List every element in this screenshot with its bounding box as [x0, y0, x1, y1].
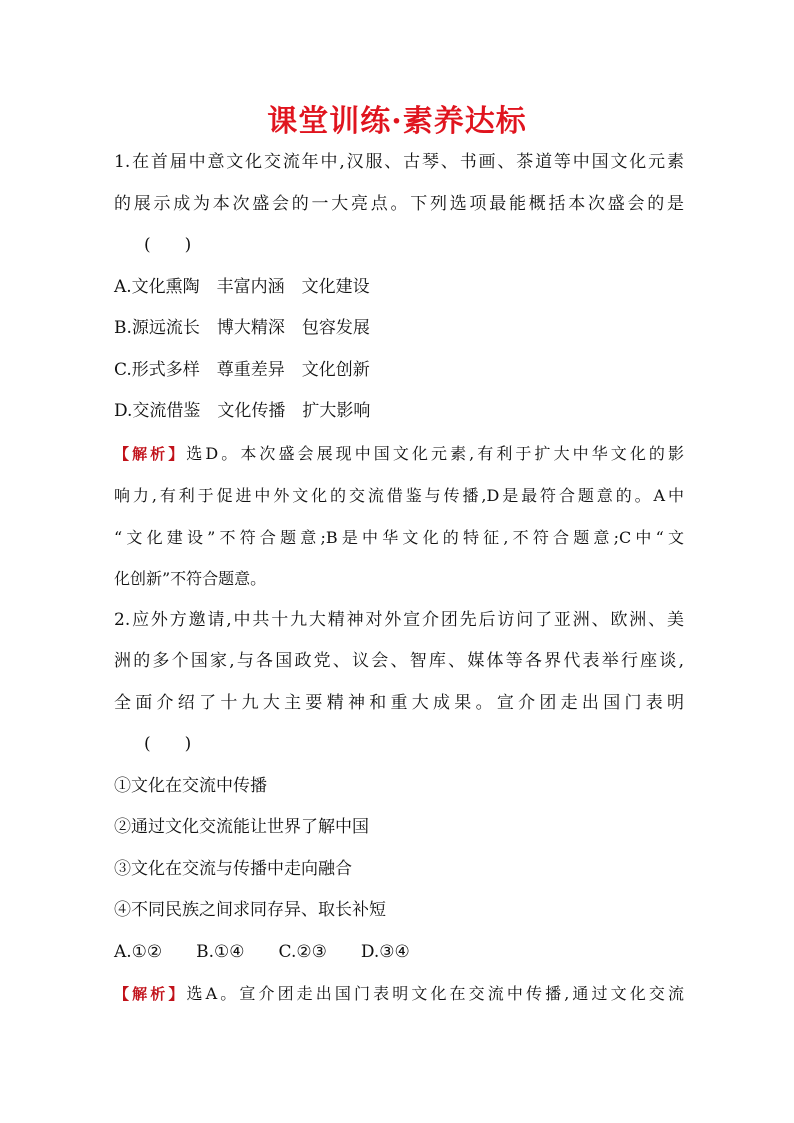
q2-statement-3: ③文化在交流与传播中走向融合	[114, 858, 352, 879]
q1-stem-line-1: 1.在首届中意文化交流年中,汉服、古琴、书画、茶道等中国文化元素	[114, 152, 684, 172]
q1-stem-line-2: 的展示成为本次盛会的一大亮点。下列选项最能概括本次盛会的是	[114, 193, 684, 214]
q2-stem-line-1: 2.应外方邀请,中共十九大精神对外宣介团先后访问了亚洲、欧洲、美	[114, 609, 684, 630]
page-title: 课堂训练·素养达标	[267, 104, 527, 139]
q2-statement-4: ④不同民族之间求同存异、取长补短	[114, 900, 386, 920]
q1-analysis-line-2: 响力,有利于促进中外文化的交流借鉴与传播,D是最符合题意的。A中	[114, 486, 684, 505]
analysis-tag: 【解析】	[114, 985, 187, 1003]
q1-option-d: D.交流借鉴 文化传播 扩大影响	[114, 401, 371, 421]
q2-stem-line-3: 全面介绍了十九大主要精神和重大成果。宣介团走出国门表明	[114, 692, 684, 713]
q2-statement-1: ①文化在交流中传播	[114, 775, 267, 796]
q1-option-b: B.源远流长 博大精深 包容发展	[114, 318, 370, 338]
q2-analysis-line-1	[114, 973, 684, 1016]
q2-statement-2: ②通过文化交流能让世界了解中国	[114, 817, 369, 837]
q1-option-a: A.文化熏陶 丰富内涵 文化建设	[114, 276, 370, 297]
content	[114, 142, 684, 1016]
q2-choices: A.①② B.①④ C.②③ D.③④	[114, 941, 410, 962]
q2-answer-blank: ( )	[144, 734, 192, 754]
q1-analysis-line-4: 化创新”不符合题意。	[114, 569, 267, 588]
q1-analysis-text-1: 选D。本次盛会展现中国文化元素,有利于扩大中华文化的影	[186, 443, 684, 463]
q1-answer-blank: ( )	[144, 235, 192, 255]
q1-analysis-line-1	[114, 433, 684, 476]
analysis-tag: 【解析】	[114, 444, 187, 463]
q2-stem-line-2: 洲的多个国家,与各国政党、议会、智库、媒体等各界代表举行座谈,	[114, 651, 684, 671]
q1-analysis-line-3: “文化建设”不符合题意;B是中华文化的特征,不符合题意;C中“文	[114, 527, 684, 547]
q1-option-c: C.形式多样 尊重差异 文化创新	[114, 359, 370, 380]
q2-analysis-text-1: 选A。宣介团走出国门表明文化在交流中传播,通过文化交流	[186, 984, 684, 1003]
